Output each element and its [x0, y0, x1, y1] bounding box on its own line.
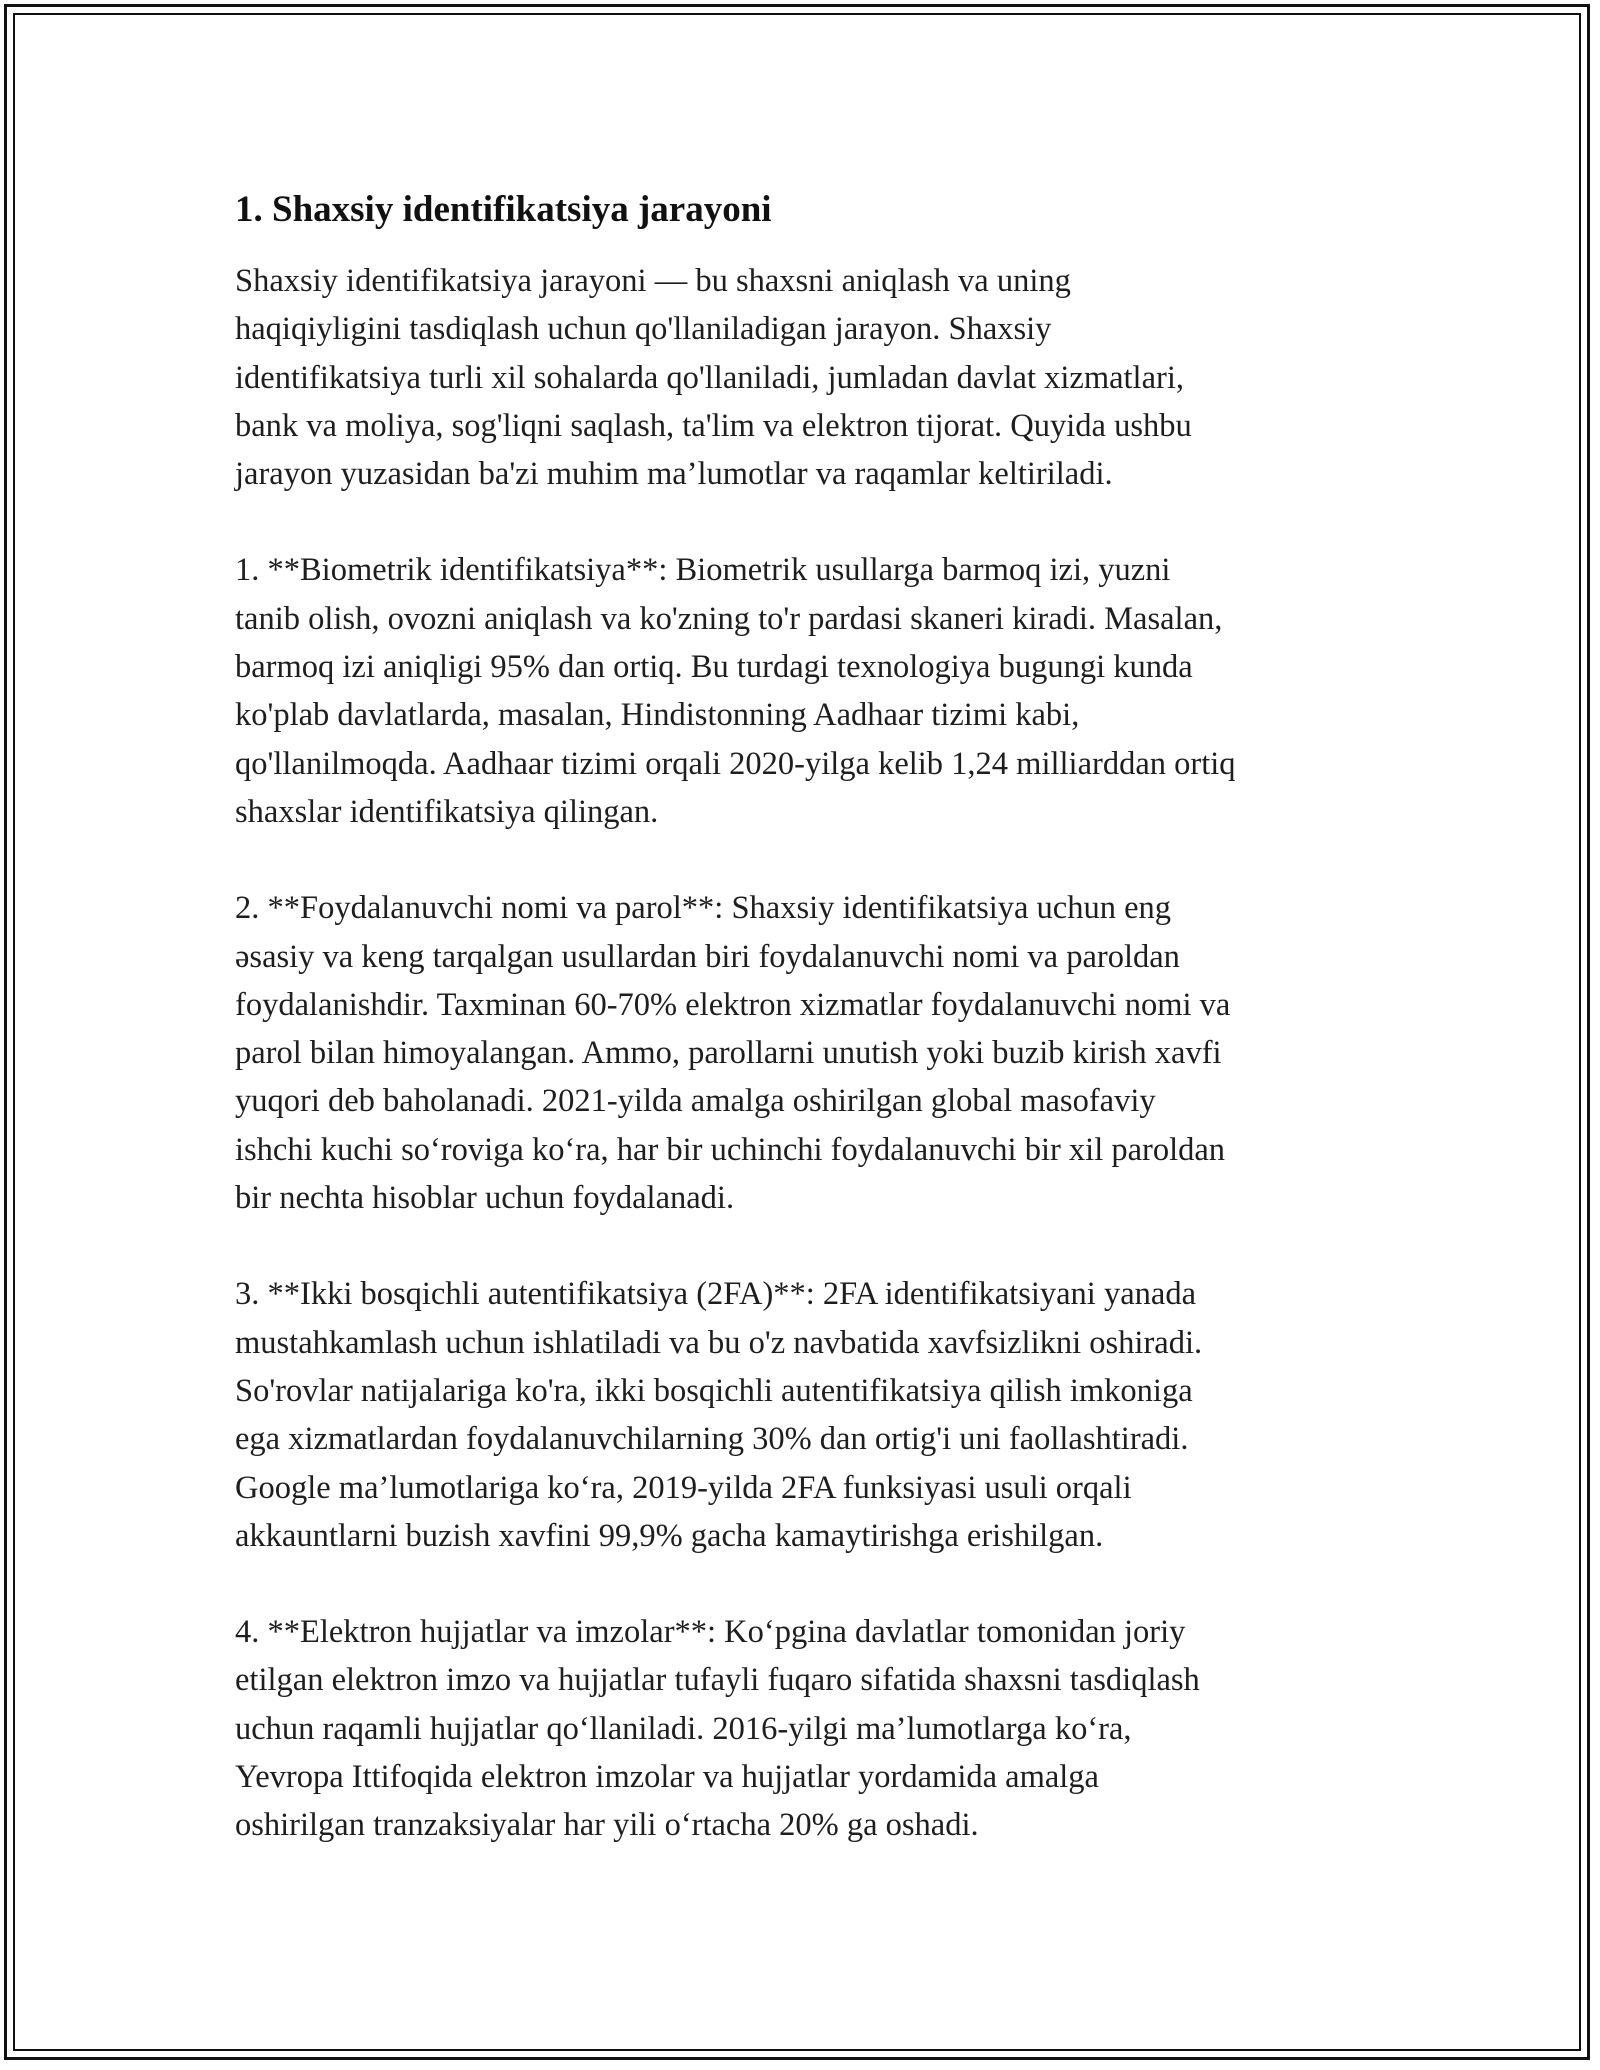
paragraph-line: uchun raqamli hujjatlar qo‘llaniladi. 2016-yilgi ma’lumotlarga ko‘ra, [235, 1710, 1132, 1747]
paragraph-line: 4. **Elektron hujjatlar va imzolar**: Ko‘pgina davlatlar tomonidan joriy [235, 1614, 1186, 1651]
paragraph-line: ega xizmatlardan foydalanuvchilarning 30% dan ortig'i uni faollashtiradi. [235, 1421, 1189, 1458]
e-signature-paragraph [235, 1608, 1385, 1849]
paragraph-line: ishchi kuchi so‘roviga ko‘ra, har bir uchinchi foydalanuvchi bir xil paroldan [235, 1131, 1226, 1168]
document-body [235, 185, 1385, 1898]
paragraph-line: haqiqiyligini tasdiqlash uchun qo'llaniladigan jarayon. Shaxsiy [235, 311, 1052, 348]
paragraph-line: etilgan elektron imzo va hujjatlar tufayli fuqaro sifatida shaxsni tasdiqlash [235, 1662, 1200, 1699]
paragraph-line: So'rovlar natijalariga ko'ra, ikki bosqichli autentifikatsiya qilish imkoniga [235, 1372, 1193, 1409]
paragraph-line: foydalanishdir. Taxminan 60-70% elektron xizmatlar foydalanuvchi nomi va [235, 986, 1231, 1023]
paragraph-line: 2. **Foydalanuvchi nomi va parol**: Shaxsiy identifikatsiya uchun eng [235, 890, 1172, 927]
paragraph-line: bank va moliya, sog'liqni saqlash, ta'lim va elektron tijorat. Quyida ushbu [235, 407, 1192, 444]
intro-paragraph [235, 257, 1385, 498]
paragraph-line: shaxslar identifikatsiya qilingan. [235, 793, 659, 830]
paragraph-line: mustahkamlash uchun ishlatiladi va bu o'z navbatida xavfsizlikni oshiradi. [235, 1324, 1203, 1361]
paragraph-line: bir nechta hisoblar uchun foydalanadi. [235, 1180, 735, 1217]
password-paragraph [235, 884, 1385, 1222]
paragraph-line: yuqori deb baholanadi. 2021-yilda amalga oshirilgan global masofaviy [235, 1083, 1156, 1120]
biometric-paragraph [235, 546, 1385, 836]
paragraph-line: əsasiy va keng tarqalgan usullardan biri foydalanuvchi nomi va paroldan [235, 938, 1180, 975]
two-factor-paragraph [235, 1270, 1385, 1560]
paragraph-line: tanib olish, ovozni aniqlash va ko'zning to'r pardasi skaneri kiradi. Masalan, [235, 600, 1223, 637]
paragraph-line: barmoq izi aniqligi 95% dan ortiq. Bu turdagi texnologiya bugungi kunda [235, 649, 1193, 686]
paragraph-line: jarayon yuzasidan ba'zi muhim ma’lumotlar va raqamlar keltiriladi. [235, 456, 1113, 493]
paragraph-line: ko'plab davlatlarda, masalan, Hindistonning Aadhaar tizimi kabi, [235, 697, 1080, 734]
paragraph-line: 3. **Ikki bosqichli autentifikatsiya (2FA)**: 2FA identifikatsiyani yanada [235, 1276, 1196, 1313]
paragraph-line: identifikatsiya turli xil sohalarda qo'llaniladi, jumladan davlat xizmatlari, [235, 359, 1184, 396]
paragraph-line: akkauntlarni buzish xavfini 99,9% gacha kamaytirishga erishilgan. [235, 1517, 1104, 1554]
paragraph-line: Shaxsiy identifikatsiya jarayoni — bu shaxsni aniqlash va uning [235, 263, 1071, 299]
paragraph-line: Google ma’lumotlariga ko‘ra, 2019-yilda 2FA funksiyasi usuli orqali [235, 1469, 1132, 1506]
section-heading: 1. Shaxsiy identifikatsiya jarayoni [235, 189, 772, 230]
paragraph-line: qo'llanilmoqda. Aadhaar tizimi orqali 2020-yilga kelib 1,24 milliarddan ortiq [235, 745, 1236, 782]
paragraph-line: 1. **Biometrik identifikatsiya**: Biometrik usullarga barmoq izi, yuzni [235, 552, 1171, 589]
paragraph-line: Yevropa Ittifoqida elektron imzolar va hujjatlar yordamida amalga [235, 1759, 1099, 1796]
paragraph-line: parol bilan himoyalangan. Ammo, parollarni unutish yoki buzib kirish xavfi [235, 1035, 1222, 1072]
paragraph-line: oshirilgan tranzaksiyalar har yili o‘rtacha 20% ga oshadi. [235, 1807, 979, 1844]
